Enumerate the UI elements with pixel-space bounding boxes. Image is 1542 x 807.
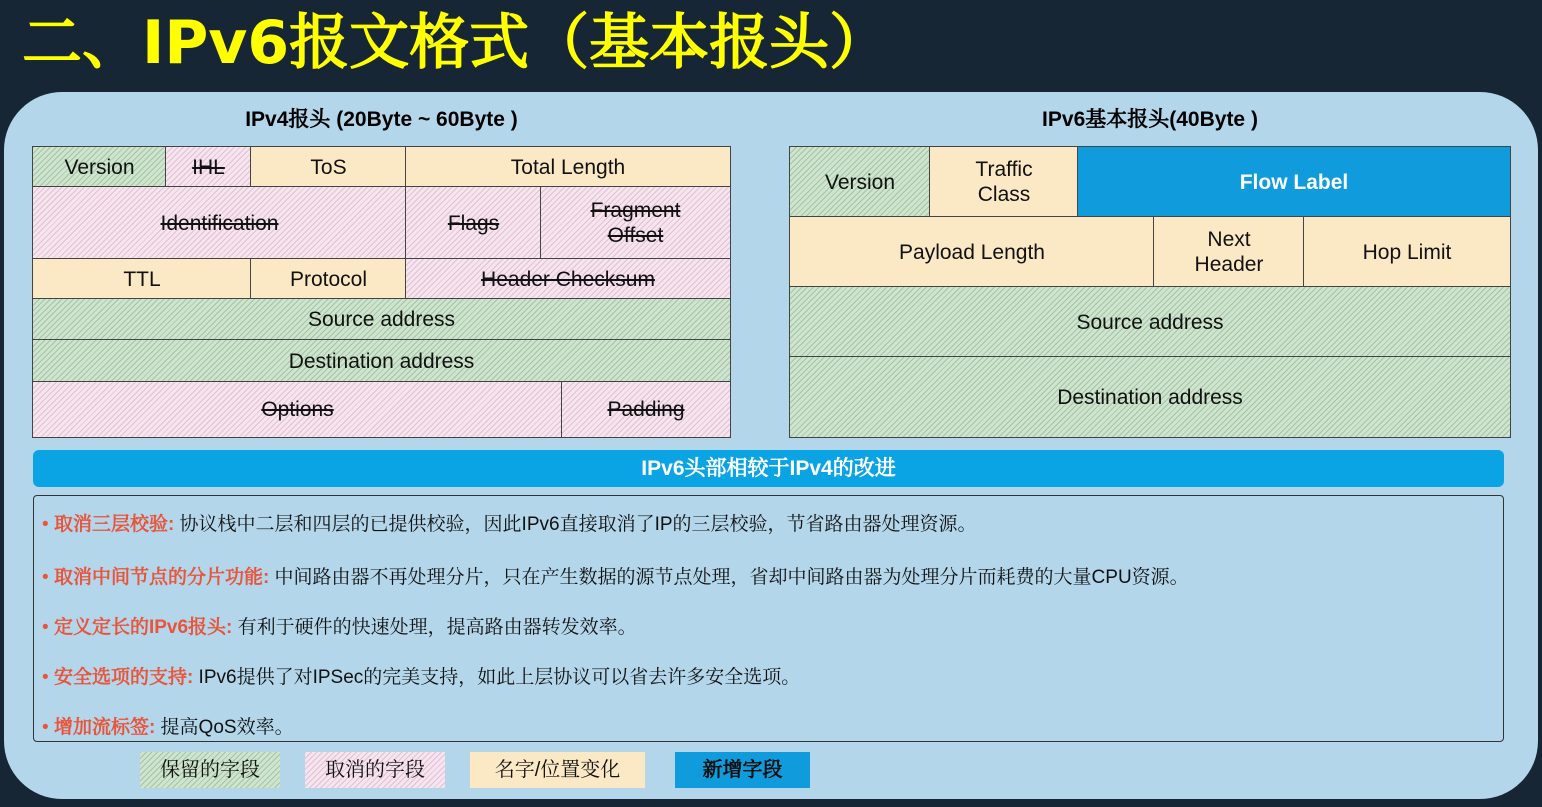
improvement-key: 取消三层校验:: [53, 514, 175, 535]
ipv4-field-ttl: TTL: [33, 259, 251, 299]
improvement-key: 安全选项的支持:: [53, 667, 194, 688]
improvement-key: 定义定长的IPv6报头:: [53, 617, 233, 638]
ipv4-field-source-address: Source address: [33, 299, 730, 340]
legend-new: 新增字段: [675, 752, 810, 788]
ipv4-header-diagram: [33, 147, 730, 437]
ipv6-field-destination-address: Destination address: [790, 357, 1510, 437]
ipv6-field-source-address: Source address: [790, 287, 1510, 357]
ipv4-field-version: Version: [33, 147, 166, 187]
improvement-text: 有利于硬件的快速处理，提高路由器转发效率。: [237, 617, 637, 638]
ipv4-field-flags: Flags: [406, 187, 541, 259]
ipv6-field-payload-length: Payload Length: [790, 217, 1154, 287]
improvement-item: • 定义定长的IPv6报头: 有利于硬件的快速处理，提高路由器转发效率。: [42, 617, 637, 638]
improvement-text: 协议栈中二层和四层的已提供校验，因此IPv6直接取消了IP的三层校验，节省路由器处理资源。: [179, 514, 977, 535]
ipv6-header-label: IPv6基本报头(40Byte ): [1042, 108, 1258, 131]
improvement-item: • 取消中间节点的分片功能: 中间路由器不再处理分片，只在产生数据的源节点处理，省却中间路由器为处理分片而耗费的大量CPU资源。: [42, 567, 1189, 588]
legend-kept: 保留的字段: [140, 752, 280, 788]
ipv6-field-version: Version: [790, 147, 930, 217]
ipv4-field-destination-address: Destination address: [33, 340, 730, 382]
improvement-text: IPv6提供了对IPSec的完美支持，如此上层协议可以省去许多安全选项。: [198, 667, 801, 688]
ipv6-field-next-header: Next Header: [1154, 217, 1304, 287]
improvements-list: [33, 495, 1504, 742]
ipv4-field-identification: Identification: [33, 187, 406, 259]
ipv6-header-diagram: [790, 147, 1510, 437]
improvement-key: 增加流标签:: [53, 717, 156, 738]
improvement-key: 取消中间节点的分片功能:: [53, 567, 270, 588]
ipv6-field-traffic-class: Traffic Class: [930, 147, 1078, 217]
ipv4-field-padding: Padding: [562, 382, 730, 437]
improvements-title-bar: IPv6头部相较于IPv4的改进: [33, 450, 1504, 487]
ipv4-field-tos: ToS: [251, 147, 406, 187]
ipv4-header-label: IPv4报头 (20Byte ~ 60Byte ): [245, 108, 518, 131]
ipv4-field-ihl: IHL: [166, 147, 251, 187]
improvement-text: 提高QoS效率。: [160, 717, 294, 738]
ipv4-field-total-length: Total Length: [406, 147, 730, 187]
page-title: 二、IPv6报文格式（基本报头）: [22, 8, 890, 78]
ipv6-field-hop-limit: Hop Limit: [1304, 217, 1510, 287]
improvement-item: • 增加流标签: 提高QoS效率。: [42, 717, 294, 738]
ipv6-field-flow-label: Flow Label: [1078, 147, 1510, 217]
improvement-text: 中间路由器不再处理分片，只在产生数据的源节点处理，省却中间路由器为处理分片而耗费的大量CPU资源。: [274, 567, 1189, 588]
legend-removed: 取消的字段: [305, 752, 445, 788]
legend-changed: 名字/位置变化: [470, 752, 645, 788]
ipv4-field-header-checksum: Header Checksum: [406, 259, 730, 299]
improvement-item: • 安全选项的支持: IPv6提供了对IPSec的完美支持，如此上层协议可以省去许多安全选项。: [42, 667, 801, 688]
ipv4-field-protocol: Protocol: [251, 259, 406, 299]
improvement-item: • 取消三层校验: 协议栈中二层和四层的已提供校验，因此IPv6直接取消了IP的三层校验，节省路由器处理资源。: [42, 514, 977, 535]
ipv4-field-options: Options: [33, 382, 562, 437]
ipv4-field-fragment-offset: Fragment Offset: [541, 187, 730, 259]
